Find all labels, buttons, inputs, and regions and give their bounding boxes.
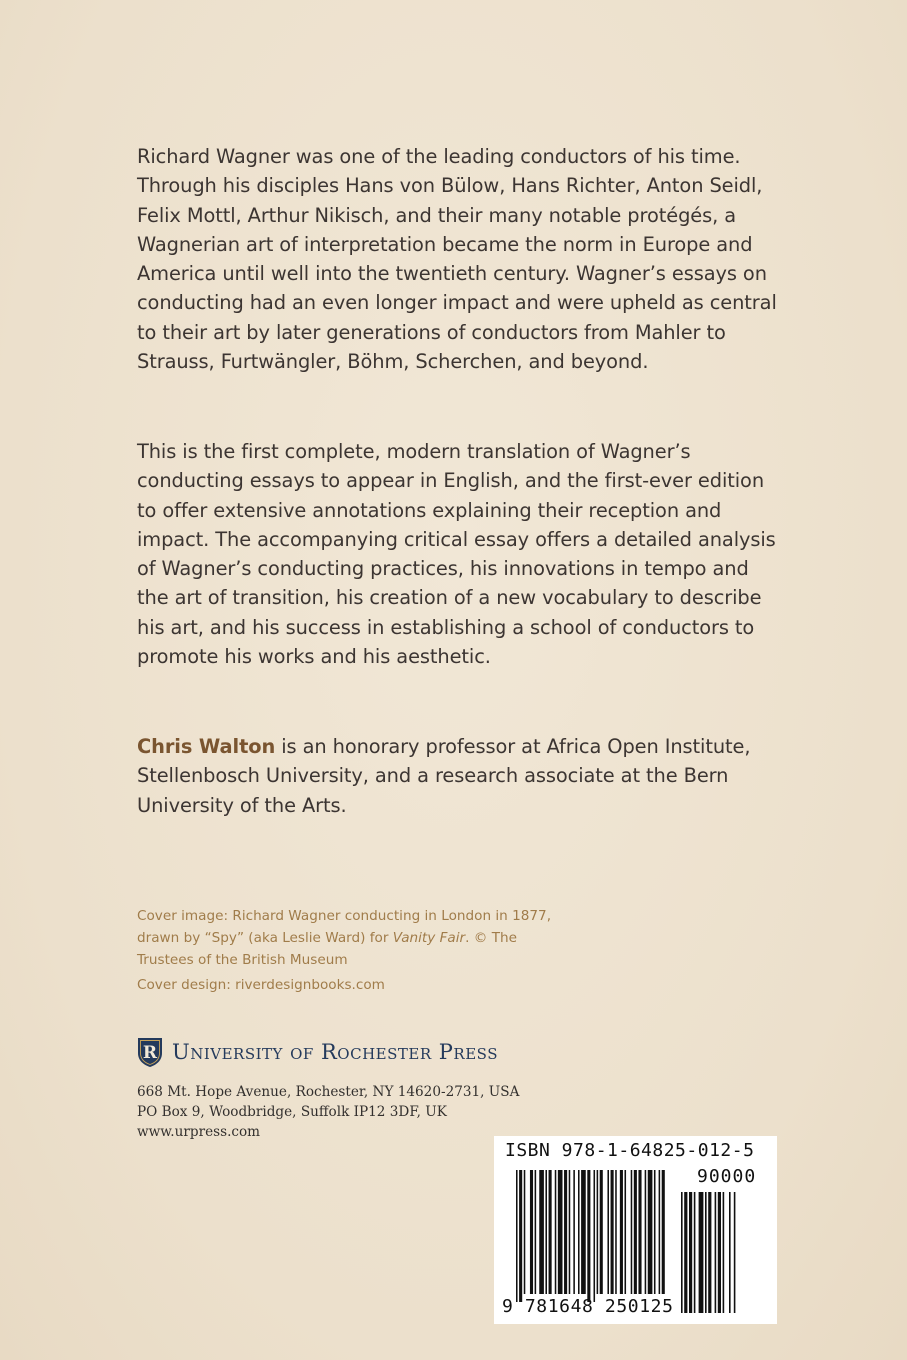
publisher-name: University of Rochester Press	[172, 1040, 498, 1064]
publisher-website: www.urpress.com	[137, 1124, 261, 1140]
isbn-label: ISBN 978-1-64825-012-5	[505, 1140, 755, 1161]
description-paragraph-2: This is the first complete, modern translation of Wagner’s conducting essays to appear in English, and the first-ever edition to offer extensive annotations explaining their reception and impact. The accompanying critical essay offers a detailed analysis of Wagner’s conducting practices, his innovations in tempo and the art of transition, his creation of a new vocabulary to describe his art, and his success in establishing a school of conductors to promote his works and his aesthetic.	[137, 440, 776, 669]
publisher-address	[137, 1082, 519, 1142]
publisher-logo-block	[137, 1035, 498, 1069]
credit-prefix: Cover image: Richard Wagner conducting in London in 1877, drawn by “Spy” (aka Leslie Ward) for	[137, 908, 552, 946]
address-line-1: 668 Mt. Hope Avenue, Rochester, NY 14620-2731, USA	[137, 1084, 520, 1100]
barcode-digits: 9 781648 250125	[502, 1296, 674, 1317]
author-bio-text: is an honorary professor at Africa Open Institute, Stellenbosch University, and a research associate at the Bern University of the Arts.	[137, 735, 751, 817]
cover-design-credit: Cover design: riverdesignbooks.com	[137, 977, 385, 993]
address-line-2: PO Box 9, Woodbridge, Suffolk IP12 3DF, UK	[137, 1104, 447, 1120]
isbn-barcode	[494, 1136, 777, 1324]
author-name: Chris Walton	[137, 735, 276, 758]
author-bio	[137, 732, 777, 820]
barcode-addon-digits: 90000	[697, 1166, 757, 1187]
credit-suffix: . © The Trustees of the British Museum	[137, 930, 517, 968]
cover-image-credit	[137, 905, 557, 971]
description-paragraph-1: Richard Wagner was one of the leading conductors of his time. Through his disciples Hans von Bülow, Hans Richter, Anton Seidl, Felix Mottl, Arthur Nikisch, and their many notable protégés, a Wagnerian art of interpretation became the norm in Europe and America until well into the twentieth century. Wagner’s essays on conducting had an even longer impact and were upheld as central to their art by later generations of conductors from Mahler to Strauss, Furtwängler, Böhm, Scherchen, and beyond.	[137, 145, 777, 374]
shield-icon	[137, 1036, 163, 1068]
shield-letter: R	[142, 1043, 158, 1063]
credit-magazine-title: Vanity Fair	[392, 930, 466, 946]
